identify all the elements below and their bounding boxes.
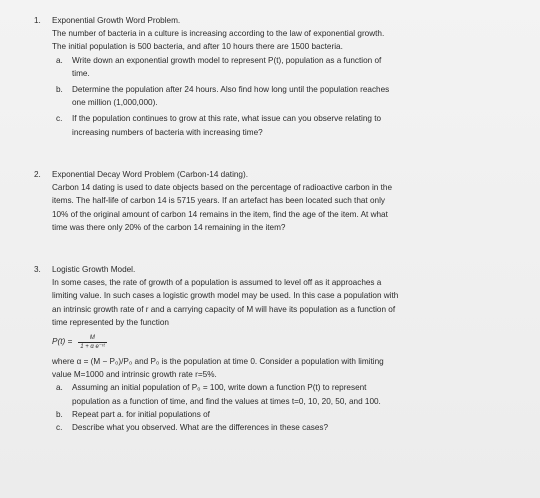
subpart-text-line: one million (1,000,000).: [72, 98, 158, 108]
subpart-letter: c.: [56, 423, 63, 433]
subpart-letter: a.: [56, 55, 63, 65]
subpart-letter: b.: [56, 409, 63, 419]
subpart-text-line: Assuming an initial population of P₀ = 100, write down a function P(t) to represent: [72, 383, 367, 393]
problem-text-line: items. The half-life of carbon 14 is 5715 years. If an artefact has been located such that only: [52, 196, 386, 206]
problem-1: [34, 14, 522, 139]
subpart-text-line: population as a function of time, and find the values at times t=0, 10, 20, 50, and 100.: [72, 396, 381, 406]
problem-text-line: In some cases, the rate of growth of a population is assumed to level off as it approaches a: [52, 278, 382, 288]
subpart-text-line: Write down an exponential growth model to represent P(t), population as a function of: [72, 55, 382, 65]
formula-numerator: M: [89, 334, 95, 341]
problem-text-line: time represented by the function: [52, 317, 169, 327]
logistic-formula: [52, 329, 522, 355]
subpart-letter: b.: [56, 85, 63, 95]
subpart-a: [52, 54, 522, 80]
problem-title: Exponential Decay Word Problem (Carbon-14 dating).: [52, 170, 248, 179]
subpart-b: [52, 83, 522, 109]
subpart-text-line: Describe what you observed. What are the differences in these cases?: [72, 423, 329, 433]
subpart-letter: c.: [56, 114, 63, 124]
problem-text-line: limiting value. In such cases a logistic growth model may be used. In this case a population with: [52, 291, 399, 301]
subpart-text-line: time.: [72, 68, 90, 78]
subpart-text-line: If the population continues to grow at this rate, what issue can you observe relating to: [72, 114, 382, 124]
subpart-c: [52, 421, 522, 434]
problem-number: 2.: [34, 170, 41, 179]
subpart-c: [52, 112, 522, 138]
subpart-text-line: increasing numbers of bacteria with increasing time?: [72, 127, 263, 137]
problem-text-line: The number of bacteria in a culture is increasing according to the law of exponential growth.: [52, 29, 385, 39]
problem-title: Exponential Growth Word Problem.: [52, 16, 181, 25]
problem-3: [34, 263, 522, 434]
subpart-text-line: Repeat part a. for initial populations of: [72, 409, 210, 419]
problem-text-line: value M=1000 and intrinsic growth rate r=5%.: [52, 370, 217, 380]
formula-denominator: 1 + α e⁻ʳᵗ: [80, 343, 105, 350]
problem-text-line: The initial population is 500 bacteria, and after 10 hours there are 1500 bacteria.: [52, 42, 343, 52]
formula-fraction: [78, 334, 106, 351]
problem-text-line: time was there only 20% of the carbon 14 remaining in the item?: [52, 222, 286, 232]
problem-number: 3.: [34, 265, 41, 274]
subpart-a: [52, 381, 522, 407]
problem-text-line: 10% of the original amount of carbon 14 remains in the item, find the age of the item. At what: [52, 209, 388, 219]
problem-title: Logistic Growth Model.: [52, 265, 136, 274]
subpart-letter: a.: [56, 383, 63, 393]
problem-number: 1.: [34, 16, 41, 25]
subpart-b: [52, 408, 522, 421]
formula-lhs: P(t) =: [52, 337, 73, 347]
problem-text-line: Carbon 14 dating is used to date objects based on the percentage of radioactive carbon in the: [52, 183, 393, 193]
problem-2: [34, 168, 522, 234]
subpart-text-line: Determine the population after 24 hours. Also find how long until the population reaches: [72, 85, 390, 95]
problem-text-line: an intrinsic growth rate of r and a carrying capacity of M will have its population as a function of: [52, 304, 396, 314]
problem-text-line: where α = (M − P₀)/P₀ and P₀ is the population at time 0. Consider a population with limiting: [52, 357, 384, 367]
